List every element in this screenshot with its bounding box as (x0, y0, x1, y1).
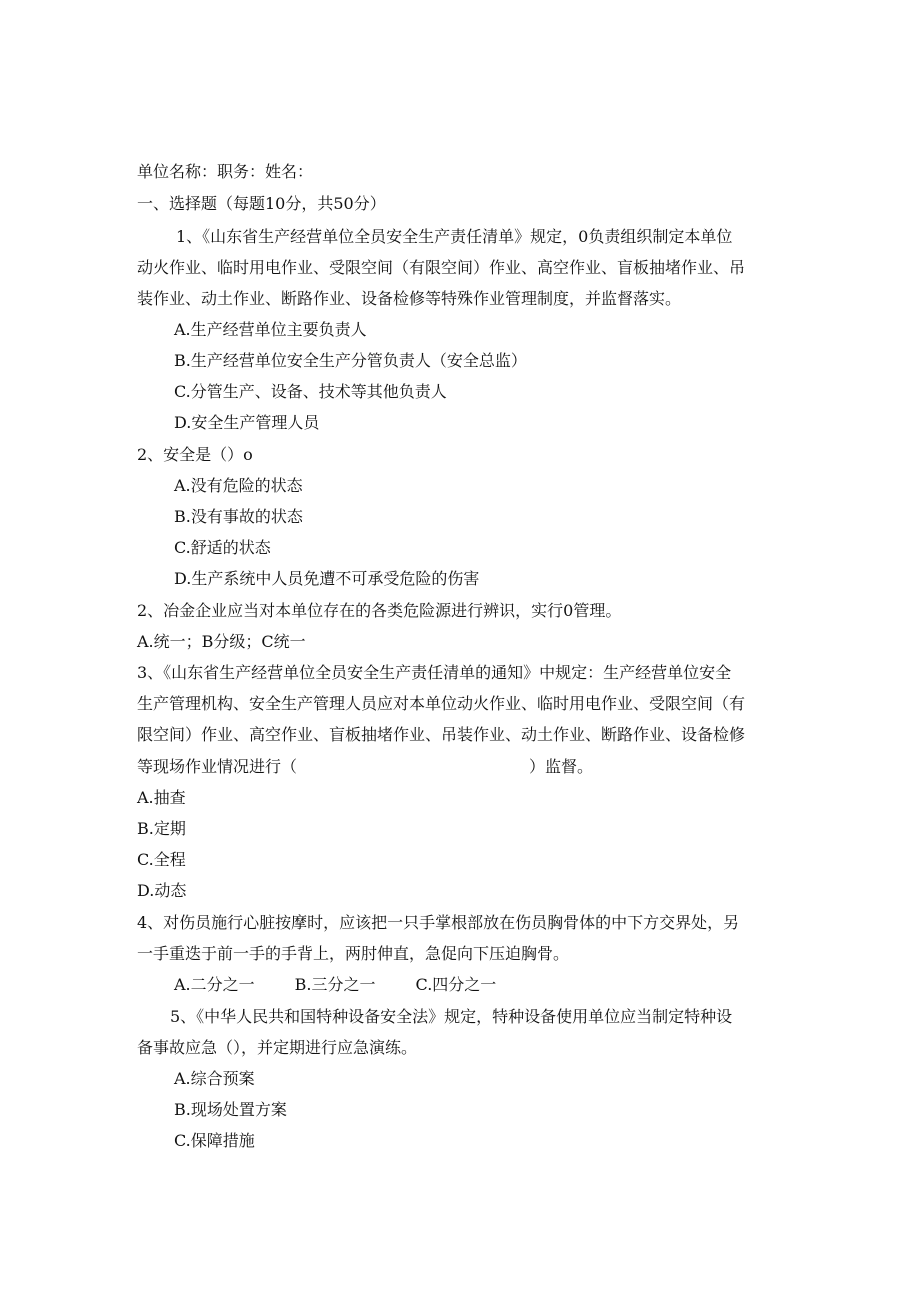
q1-stem-line2: 动火作业、临时用电作业、受限空间（有限空间）作业、高空作业、盲板抽堵作业、吊 (137, 258, 746, 277)
q3-stem-line3: 限空间）作业、高空作业、盲板抽堵作业、吊装作业、动土作业、断路作业、设备检修 (137, 725, 746, 744)
q4-options (174, 975, 496, 995)
q3-option-c: C.全程 (137, 850, 186, 869)
q2b-options: A.统一；B分级；C统一 (137, 632, 306, 651)
q5-stem-line1: 5、《中华人民共和国特种设备安全法》规定，特种设备使用单位应当制定特种设 (170, 1007, 733, 1026)
q3-option-a: A.抽查 (137, 788, 186, 807)
q3-option-d: D.动态 (137, 881, 187, 900)
q1-stem-line3: 装作业、动土作业、断路作业、设备检修等特殊作业管理制度，并监督落实。 (137, 289, 682, 308)
q1-option-a: A.生产经营单位主要负责人 (174, 320, 367, 339)
q3-stem-line1: 3、《山东省生产经营单位全员安全生产责任清单的通知》中规定：生产经营单位安全 (137, 663, 732, 682)
q2b-stem: 2、冶金企业应当对本单位存在的各类危险源进行辨识，实行0管理。 (137, 601, 622, 620)
q3-stem-line4-start: 等现场作业情况进行（ (137, 757, 298, 776)
q2a-stem: 2、安全是（）o (137, 445, 253, 464)
q1-option-d: D.安全生产管理人员 (174, 413, 320, 432)
q5-option-c: C.保障措施 (174, 1131, 255, 1150)
q2a-option-a: A.没有危险的状态 (174, 476, 303, 495)
q4-stem-line1: 4、对伤员施行心脏按摩时，应该把一只手掌根部放在伤员胸骨体的中下方交界处，另 (137, 913, 740, 932)
q1-option-b: B.生产经营单位安全生产分管负责人（安全总监） (174, 351, 527, 370)
q3-stem-line2: 生产管理机构、安全生产管理人员应对本单位动火作业、临时用电作业、受限空间（有 (137, 694, 746, 713)
header-fields: 单位名称：职务：姓名： (137, 162, 314, 181)
q5-stem-line2: 备事故应急（），并定期进行应急演练。 (137, 1038, 418, 1057)
q2a-option-c: C.舒适的状态 (174, 538, 271, 557)
q1-stem-line1: 1、《山东省生产经营单位全员安全生产责任清单》规定，0负责组织制定本单位 (176, 227, 733, 246)
q2a-option-d: D.生产系统中人员免遭不可承受危险的伤害 (174, 569, 480, 588)
q4-option-a: A.二分之一 (174, 975, 255, 994)
q5-option-b: B.现场处置方案 (174, 1100, 287, 1119)
q3-stem-line4 (137, 757, 593, 777)
section-title: 一、选择题（每题10分，共50分） (137, 194, 386, 213)
q5-option-a: A.综合预案 (174, 1069, 255, 1088)
q3-option-b: B.定期 (137, 819, 186, 838)
q2a-option-b: B.没有事故的状态 (174, 507, 303, 526)
q4-option-c: C.四分之一 (415, 975, 497, 994)
q1-option-c: C.分管生产、设备、技术等其他负责人 (174, 382, 447, 401)
q3-stem-line4-end: ）监督。 (529, 757, 594, 776)
q4-option-b: B.三分之一 (294, 975, 376, 994)
q4-stem-line2: 一手重迭于前一手的手背上，两肘伸直，急促向下压迫胸骨。 (137, 944, 570, 963)
